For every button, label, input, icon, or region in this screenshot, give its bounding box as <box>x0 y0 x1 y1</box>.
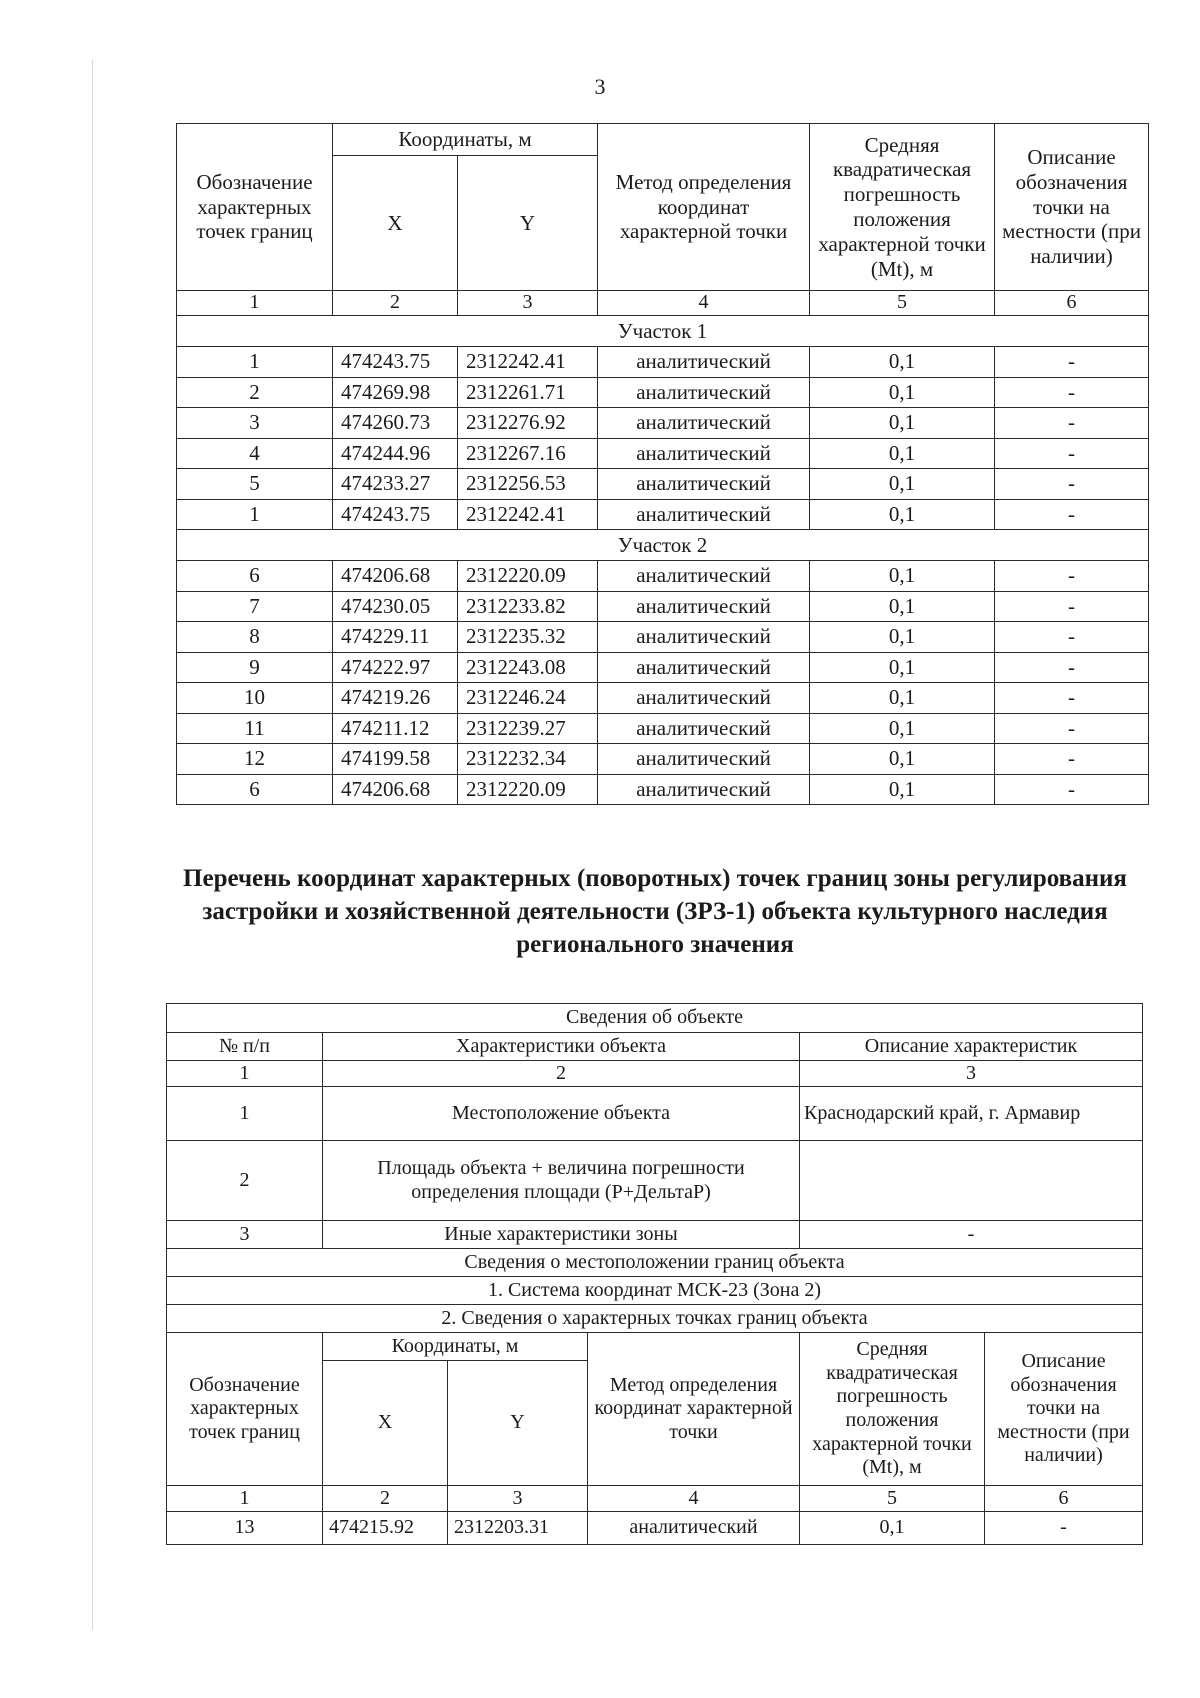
cell-error: 0,1 <box>800 1512 985 1545</box>
cell-point: 7 <box>177 591 333 622</box>
cell-point: 2 <box>177 377 333 408</box>
table-row <box>177 408 1149 439</box>
cell-y: 2312267.16 <box>458 438 598 469</box>
cell-y: 2312203.31 <box>448 1512 588 1545</box>
table-row <box>177 622 1149 653</box>
cell-point: 6 <box>177 561 333 592</box>
table-row <box>177 469 1149 500</box>
cell-desc: - <box>995 744 1149 775</box>
header-error: Средняя квадратическая погрешность положения характерной точки (Mt), м <box>800 1333 985 1486</box>
cell-desc: - <box>995 591 1149 622</box>
column-number: 3 <box>800 1061 1143 1087</box>
cell-x: 474222.97 <box>333 652 458 683</box>
cell-method: аналитический <box>598 713 810 744</box>
column-number: 2 <box>323 1486 448 1512</box>
cell-desc: - <box>995 713 1149 744</box>
cell-point: 12 <box>177 744 333 775</box>
cell-desc: - <box>995 408 1149 439</box>
table-row <box>177 561 1149 592</box>
cell-method: аналитический <box>598 561 810 592</box>
column-number: 6 <box>995 291 1149 316</box>
table-row <box>177 683 1149 714</box>
page-number: 3 <box>594 74 606 99</box>
cell-x: 474230.05 <box>333 591 458 622</box>
cell-method: аналитический <box>598 408 810 439</box>
cell-desc: - <box>995 499 1149 530</box>
cell-point: 3 <box>177 408 333 439</box>
cell-point: 5 <box>177 469 333 500</box>
cell-method: аналитический <box>598 652 810 683</box>
points-title: 2. Сведения о характерных точках границ объекта <box>167 1305 1143 1333</box>
column-number: 1 <box>177 291 333 316</box>
page-margin-line <box>92 60 93 1630</box>
cell-point: 4 <box>177 438 333 469</box>
coord-system: 1. Система координат МСК-23 (Зона 2) <box>167 1277 1143 1305</box>
table-row <box>177 499 1149 530</box>
cell-desc: - <box>985 1512 1143 1545</box>
cell-char-description <box>800 1141 1143 1221</box>
header-y: Y <box>458 156 598 291</box>
cell-y: 2312276.92 <box>458 408 598 439</box>
cell-error: 0,1 <box>810 683 995 714</box>
cell-num: 1 <box>167 1087 323 1141</box>
header-error: Средняя квадратическая погрешность положения характерной точки (Mt), м <box>810 124 995 291</box>
cell-y: 2312233.82 <box>458 591 598 622</box>
column-number: 4 <box>598 291 810 316</box>
cell-point: 6 <box>177 774 333 805</box>
cell-point: 13 <box>167 1512 323 1545</box>
header-coordinates: Координаты, м <box>323 1333 588 1361</box>
header-x: X <box>333 156 458 291</box>
cell-x: 474243.75 <box>333 347 458 378</box>
header-designation: Обозначение характерных точек границ <box>167 1333 323 1486</box>
header-method: Метод определения координат характерной точки <box>598 124 810 291</box>
cell-point: 11 <box>177 713 333 744</box>
header-description: Описание обозначения точки на местности (при наличии) <box>995 124 1149 291</box>
cell-error: 0,1 <box>810 622 995 653</box>
column-number: 1 <box>167 1061 323 1087</box>
cell-x: 474215.92 <box>323 1512 448 1545</box>
cell-y: 2312232.34 <box>458 744 598 775</box>
cell-error: 0,1 <box>810 652 995 683</box>
column-number: 5 <box>810 291 995 316</box>
cell-error: 0,1 <box>810 469 995 500</box>
header-coordinates: Координаты, м <box>333 124 598 156</box>
cell-x: 474219.26 <box>333 683 458 714</box>
cell-method: аналитический <box>598 774 810 805</box>
cell-point: 8 <box>177 622 333 653</box>
cell-desc: - <box>995 347 1149 378</box>
table-row <box>167 1141 1143 1221</box>
cell-x: 474206.68 <box>333 561 458 592</box>
cell-y: 2312242.41 <box>458 499 598 530</box>
cell-x: 474269.98 <box>333 377 458 408</box>
table-row <box>177 347 1149 378</box>
cell-x: 474199.58 <box>333 744 458 775</box>
cell-x: 474260.73 <box>333 408 458 439</box>
cell-y: 2312220.09 <box>458 774 598 805</box>
header-method: Метод определения координат характерной точки <box>588 1333 800 1486</box>
section-title: Участок 2 <box>177 530 1149 561</box>
cell-method: аналитический <box>598 347 810 378</box>
cell-desc: - <box>995 438 1149 469</box>
section-title: Участок 1 <box>177 316 1149 347</box>
table-row <box>177 774 1149 805</box>
header-description: Описание обозначения точки на местности (при наличии) <box>985 1333 1143 1486</box>
cell-x: 474233.27 <box>333 469 458 500</box>
cell-y: 2312256.53 <box>458 469 598 500</box>
object-table-title: Сведения об объекте <box>167 1004 1143 1033</box>
cell-point: 10 <box>177 683 333 714</box>
cell-characteristic: Площадь объекта + величина погрешности определения площади (Р+ДельтаР) <box>323 1141 800 1221</box>
cell-error: 0,1 <box>810 561 995 592</box>
header-x: X <box>323 1361 448 1486</box>
cell-y: 2312239.27 <box>458 713 598 744</box>
object-info-table <box>166 1003 1143 1545</box>
cell-error: 0,1 <box>810 438 995 469</box>
cell-x: 474211.12 <box>333 713 458 744</box>
cell-x: 474243.75 <box>333 499 458 530</box>
cell-error: 0,1 <box>810 713 995 744</box>
header-characteristic: Характеристики объекта <box>323 1033 800 1061</box>
cell-method: аналитический <box>598 438 810 469</box>
cell-error: 0,1 <box>810 744 995 775</box>
cell-method: аналитический <box>598 744 810 775</box>
header-y: Y <box>448 1361 588 1486</box>
cell-desc: - <box>995 377 1149 408</box>
cell-point: 1 <box>177 347 333 378</box>
table-row <box>177 591 1149 622</box>
cell-method: аналитический <box>598 469 810 500</box>
column-number: 5 <box>800 1486 985 1512</box>
cell-method: аналитический <box>598 622 810 653</box>
cell-char-description: Краснодарский край, г. Армавир <box>800 1087 1143 1141</box>
cell-method: аналитический <box>598 591 810 622</box>
section-heading: Перечень координат характерных (поворотных) точек границ зоны регулирования застройки и хозяйственной деятельности (ЗРЗ-1) объекта культурного наследия регионального значения <box>183 865 1127 958</box>
table-row <box>177 713 1149 744</box>
cell-desc: - <box>995 622 1149 653</box>
location-title: Сведения о местоположении границ объекта <box>167 1249 1143 1277</box>
cell-point: 1 <box>177 499 333 530</box>
table-row <box>177 438 1149 469</box>
column-number: 2 <box>323 1061 800 1087</box>
cell-error: 0,1 <box>810 347 995 378</box>
cell-method: аналитический <box>598 377 810 408</box>
cell-error: 0,1 <box>810 408 995 439</box>
cell-x: 474244.96 <box>333 438 458 469</box>
cell-method: аналитический <box>588 1512 800 1545</box>
table-row <box>167 1087 1143 1141</box>
table-row <box>177 652 1149 683</box>
column-number: 6 <box>985 1486 1143 1512</box>
cell-error: 0,1 <box>810 774 995 805</box>
cell-method: аналитический <box>598 499 810 530</box>
cell-desc: - <box>995 683 1149 714</box>
cell-error: 0,1 <box>810 377 995 408</box>
header-char-description: Описание характеристик <box>800 1033 1143 1061</box>
cell-desc: - <box>995 652 1149 683</box>
cell-error: 0,1 <box>810 591 995 622</box>
cell-point: 9 <box>177 652 333 683</box>
cell-y: 2312246.24 <box>458 683 598 714</box>
coordinates-table-1 <box>176 123 1149 805</box>
cell-x: 474206.68 <box>333 774 458 805</box>
cell-y: 2312220.09 <box>458 561 598 592</box>
cell-y: 2312261.71 <box>458 377 598 408</box>
table-row <box>167 1221 1143 1249</box>
cell-y: 2312242.41 <box>458 347 598 378</box>
column-number: 4 <box>588 1486 800 1512</box>
cell-error: 0,1 <box>810 499 995 530</box>
cell-num: 3 <box>167 1221 323 1249</box>
table-row <box>177 377 1149 408</box>
cell-x: 474229.11 <box>333 622 458 653</box>
header-designation: Обозначение характерных точек границ <box>177 124 333 291</box>
cell-desc: - <box>995 561 1149 592</box>
cell-desc: - <box>995 774 1149 805</box>
table-row <box>177 744 1149 775</box>
column-number: 3 <box>448 1486 588 1512</box>
cell-desc: - <box>995 469 1149 500</box>
cell-y: 2312243.08 <box>458 652 598 683</box>
cell-method: аналитический <box>598 683 810 714</box>
cell-char-description: - <box>800 1221 1143 1249</box>
cell-y: 2312235.32 <box>458 622 598 653</box>
header-num: № п/п <box>167 1033 323 1061</box>
cell-characteristic: Иные характеристики зоны <box>323 1221 800 1249</box>
cell-characteristic: Местоположение объекта <box>323 1087 800 1141</box>
table-row <box>167 1512 1143 1545</box>
column-number: 2 <box>333 291 458 316</box>
cell-num: 2 <box>167 1141 323 1221</box>
column-number: 1 <box>167 1486 323 1512</box>
column-number: 3 <box>458 291 598 316</box>
